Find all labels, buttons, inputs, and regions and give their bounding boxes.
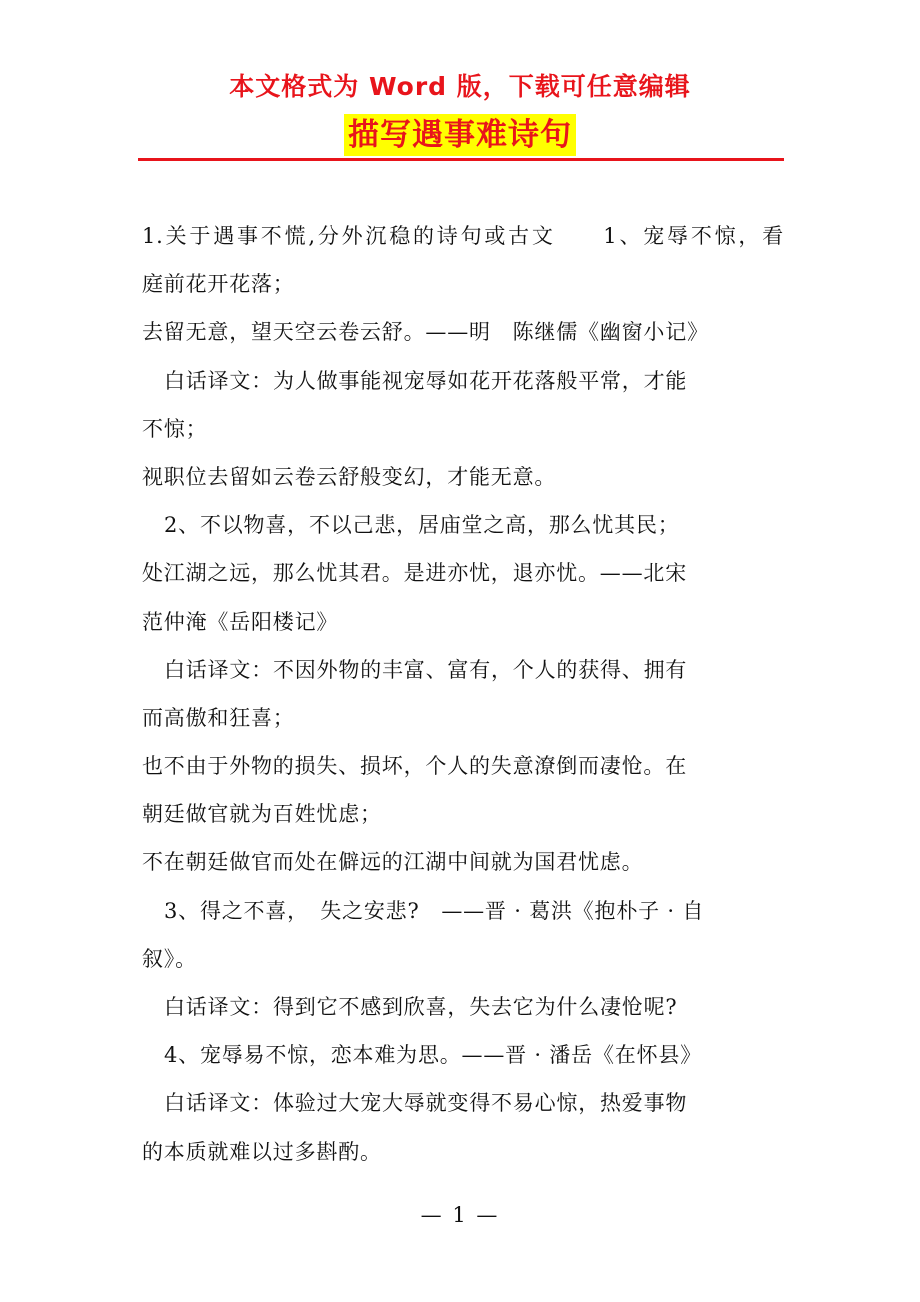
- title-container: [0, 114, 920, 156]
- body-line: 视职位去留如云卷云舒般变幻，才能无意。: [142, 464, 557, 489]
- body-line: 白话译文：为人做事能视宠辱如花开花落般平常，才能: [164, 368, 688, 393]
- body-line: 的本质就难以过多斟酌。: [142, 1139, 382, 1164]
- body-line: 范仲淹《岳阳楼记》: [142, 609, 339, 634]
- page-number: — 1 —: [420, 1203, 500, 1227]
- body-line: 去留无意，望天空云卷云舒。——明 陈继儒《幽窗小记》: [142, 320, 709, 345]
- body-line: 1.关于遇事不慌,分外沉稳的诗句或古文 1、宠辱不惊，看: [142, 224, 784, 248]
- body-line: 叙》。: [142, 946, 197, 971]
- document-body: [142, 212, 784, 1176]
- body-line: 不惊；: [142, 416, 208, 441]
- header-divider: [138, 158, 784, 161]
- body-line: 白话译文：体验过大宠大辱就变得不易心惊，热爱事物: [164, 1091, 688, 1116]
- document-title: 描写遇事难诗句: [344, 114, 576, 156]
- body-line: 处江湖之远，那么忧其君。是进亦忧，退亦忧。——北宋: [142, 561, 687, 586]
- body-line: 也不由于外物的损失、损坏，个人的失意潦倒而凄怆。在: [142, 754, 687, 779]
- format-notice-banner: 本文格式为 Word 版，下载可任意编辑: [229, 72, 691, 101]
- body-line: 3、得之不喜， 失之安悲? ——晋 · 葛洪《抱朴子 · 自: [164, 898, 705, 923]
- body-line: 不在朝廷做官而处在僻远的江湖中间就为国君忧虑。: [142, 850, 644, 875]
- body-line: 白话译文：不因外物的丰富、富有，个人的获得、拥有: [164, 657, 688, 682]
- body-line: 朝廷做官就为百姓忧虑；: [142, 802, 382, 827]
- body-line: 2、不以物喜，不以己悲，居庙堂之高，那么忧其民；: [164, 513, 680, 538]
- body-line: 白话译文：得到它不感到欣喜，失去它为什么凄怆呢?: [164, 995, 678, 1019]
- body-line: 4、宠辱易不惊，恋本难为思。——晋 · 潘岳《在怀县》: [164, 1043, 702, 1068]
- body-line: 而高傲和狂喜；: [142, 705, 295, 730]
- body-line: 庭前花开花落；: [142, 272, 295, 297]
